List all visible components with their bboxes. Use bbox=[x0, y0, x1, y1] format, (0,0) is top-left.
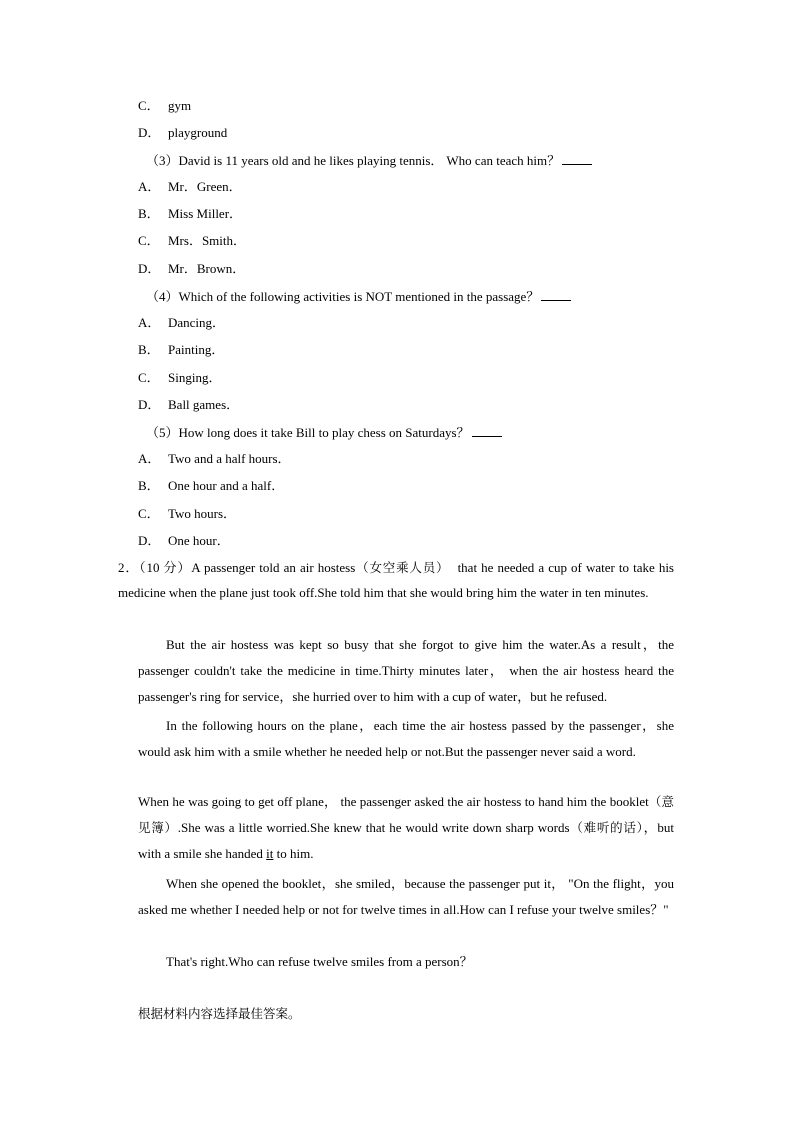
passage-2-paragraph-6: That's right.Who can refuse twelve smiles from a person？ bbox=[166, 954, 473, 969]
question-3-stem: （3）David is 11 years old and he likes playing tennis． Who can teach him？ bbox=[146, 152, 592, 169]
question-4-option-c: C． Singing． bbox=[138, 370, 222, 385]
option-d: D． playground bbox=[138, 125, 228, 140]
instruction-text: 根据材料内容选择最佳答案。 bbox=[138, 1006, 301, 1021]
question-3-option-d: D． Mr．Brown． bbox=[138, 261, 246, 276]
passage-2-paragraph-3: In the following hours on the plane，each time the air hostess passed by the passenger，she would ask him with a smile whether he needed help or not.But the passenger never said a word. bbox=[138, 718, 674, 759]
passage-2-paragraph-5: When she opened the booklet，she smiled，because the passenger put it， "On the flight，you asked me whether I needed help or not for twelve times in all.How can I refuse your twelve smiles？" bbox=[138, 876, 674, 917]
question-5-option-b: B． One hour and a half． bbox=[138, 478, 285, 493]
question-number: 2．（10 分） bbox=[118, 560, 192, 575]
question-3-option-b: B． Miss Miller． bbox=[138, 206, 243, 221]
answer-blank bbox=[562, 152, 592, 165]
question-5-option-d: D． One hour． bbox=[138, 533, 230, 548]
passage-2-paragraph-4: When he was going to get off plane， the passenger asked the air hostess to hand him the booklet（意见簿）.She was a little worried.She knew that he would write down sharp words（难听的话），but with a smile she handed it to him. bbox=[138, 794, 674, 861]
option-c: C． gym bbox=[138, 98, 192, 113]
answer-blank bbox=[472, 424, 502, 437]
question-3-option-c: C． Mrs．Smith． bbox=[138, 233, 247, 248]
question-4-option-a: A． Dancing． bbox=[138, 315, 226, 330]
passage-2-paragraph-2: But the air hostess was kept so busy that she forgot to give him the water.As a result，the passenger couldn't take the medicine in time.Thirty minutes later， when the air hostess heard the passenger's ring for service，she hurried over to him with a cup of water，but he refused. bbox=[138, 637, 674, 704]
question-5-stem: （5）How long does it take Bill to play chess on Saturdays？ bbox=[146, 424, 502, 441]
question-5-option-a: A． Two and a half hours． bbox=[138, 451, 291, 466]
passage-2-paragraph-1: 2．（10 分）A passenger told an air hostess（女空乘人员） that he needed a cup of water to take his medicine when the plane just took off.She told him that she would bring him the water in ten minutes. bbox=[118, 560, 674, 600]
question-3-option-a: A． Mr．Green． bbox=[138, 179, 242, 194]
underlined-word: it bbox=[266, 846, 274, 861]
question-4-option-b: B． Painting． bbox=[138, 342, 225, 357]
question-4-stem: （4）Which of the following activities is NOT mentioned in the passage？ bbox=[146, 288, 571, 305]
answer-blank bbox=[541, 288, 571, 301]
question-5-option-c: C． Two hours． bbox=[138, 506, 237, 521]
question-4-option-d: D． Ball games． bbox=[138, 397, 240, 412]
